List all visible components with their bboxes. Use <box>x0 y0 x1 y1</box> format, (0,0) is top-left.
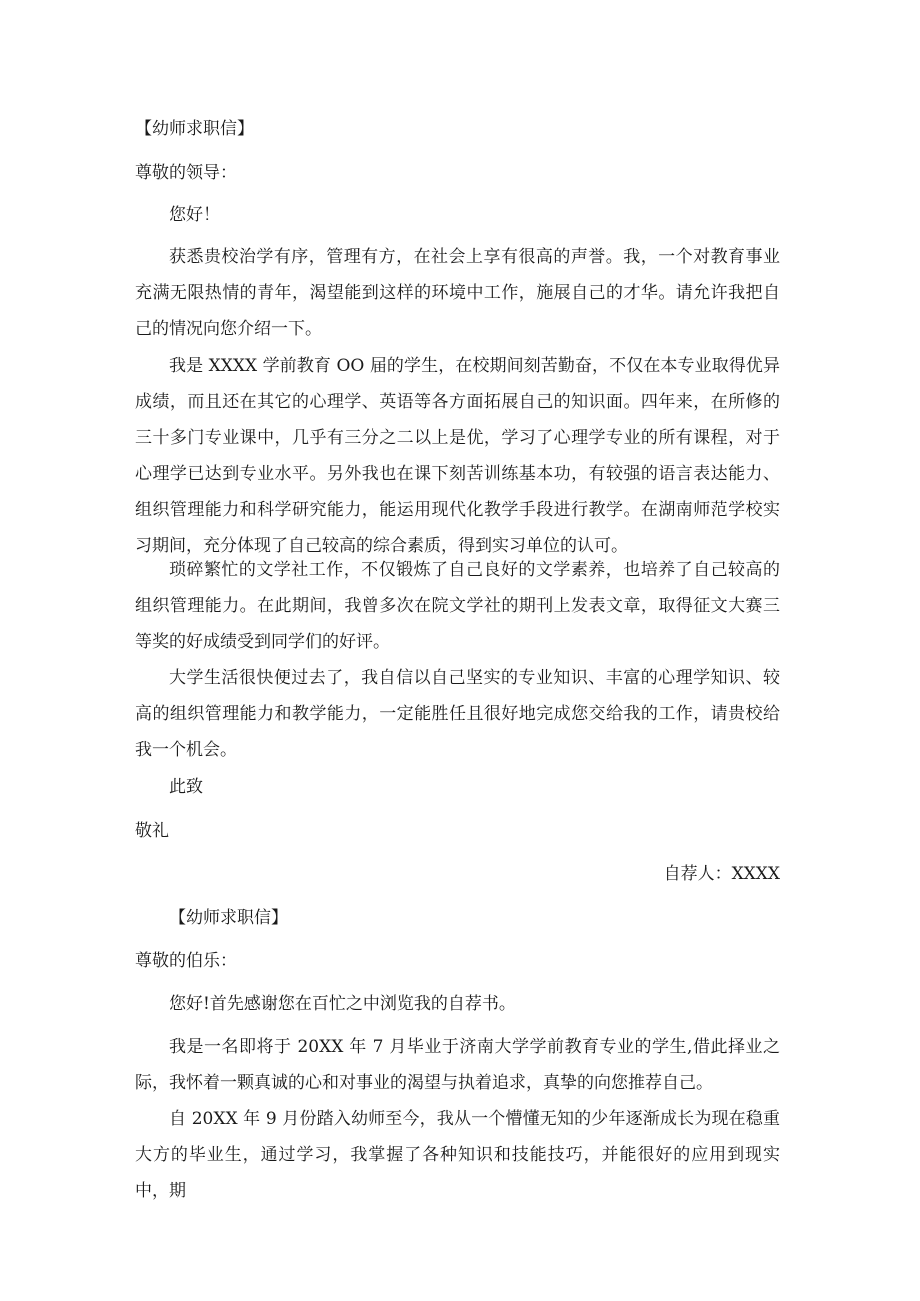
letter2-paragraph-1: 我是一名即将于 20XX 年 7 月毕业于济南大学学前教育专业的学生,借此择业之际，我怀着一颗真诚的心和对事业的渴望与执着追求，真挚的向您推荐自己。 <box>135 1037 780 1093</box>
letter2-paragraph-2: 自 20XX 年 9 月份踏入幼师至今，我从一个懵懂无知的少年逐渐成长为现在稳重大方的毕业生，通过学习，我掌握了各种知识和技能技巧，并能很好的应用到现实中，期 <box>135 1109 780 1201</box>
letter2-salutation: 尊敬的伯乐： <box>135 951 237 971</box>
letter1-paragraph-3: 琐碎繁忙的文学社工作，不仅锻炼了自己良好的文学素养，也培养了自己较高的组织管理能力。在此期间，我曾多次在院文学社的期刊上发表文章，取得征文大赛三等奖的好成绩受到同学们的好评。 <box>135 560 780 652</box>
letter2-title: 【幼师求职信】 <box>169 908 288 928</box>
letter1-salutation: 尊敬的领导： <box>135 163 237 183</box>
letter1-closing-2: 敬礼 <box>135 821 169 841</box>
letter1-paragraph-4: 大学生活很快便过去了，我自信以自己坚实的专业知识、丰富的心理学知识、较高的组织管理能力和教学能力，一定能胜任且很好地完成您交给我的工作，请贵校给我一个机会。 <box>135 668 780 760</box>
letter1-greeting: 您好！ <box>169 205 220 225</box>
letter1-paragraph-2: 我是 XXXX 学前教育 OO 届的学生，在校期间刻苦勤奋，不仅在本专业取得优异成绩，而且还在其它的心理学、英语等各方面拓展自己的知识面。四年来，在所修的三十多门专业课中，几乎有三分之二以上是优，学习了心理学专业的所有课程，对于心理学已达到专业水平。另外我也在课下刻苦训练基本功，有较强的语言表达能力、组织管理能力和科学研究能力，能运用现代化教学手段进行教学。在湖南师范学校实习期间，充分体现了自己较高的综合素质，得到实习单位的认可。 <box>135 356 780 556</box>
letter1-title: 【幼师求职信】 <box>135 119 254 139</box>
letter1-signature: 自荐人：XXXX <box>663 864 780 884</box>
letter1-closing-1: 此致 <box>169 777 203 797</box>
letter2-greeting: 您好!首先感谢您在百忙之中浏览我的自荐书。 <box>169 994 516 1014</box>
letter1-paragraph-1: 获悉贵校治学有序，管理有方，在社会上享有很高的声誉。我，一个对教育事业充满无限热情的青年，渴望能到这样的环境中工作，施展自己的才华。请允许我把自己的情况向您介绍一下。 <box>135 247 780 339</box>
